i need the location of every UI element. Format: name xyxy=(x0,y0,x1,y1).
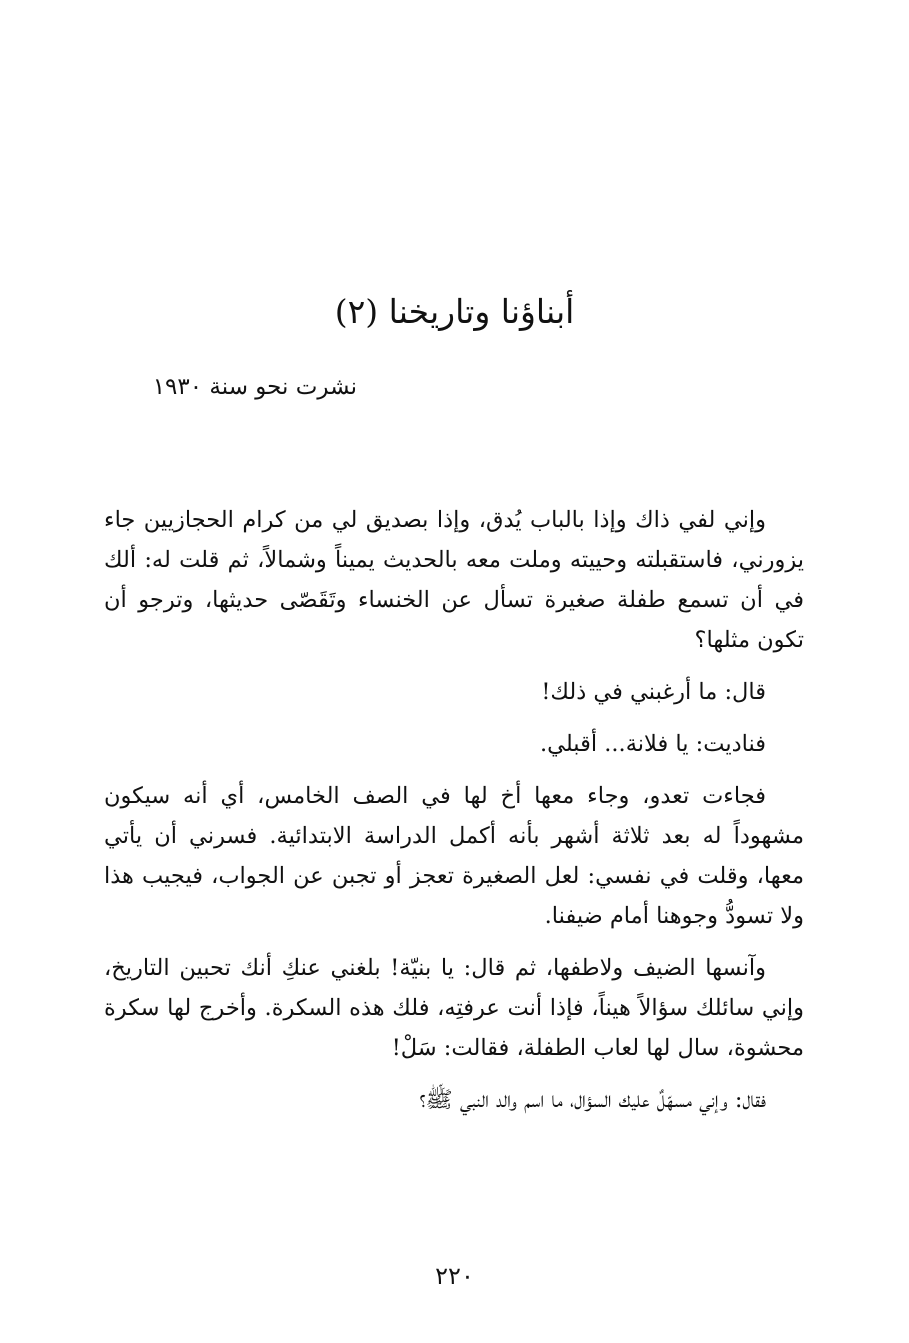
paragraph: فقال: وإني مسهّلٌ عليك السؤال، ما اسم والد النبي ﷺ؟ xyxy=(419,1087,766,1113)
chapter-title: أبناؤنا وتاريخنا (٢) xyxy=(334,292,575,331)
paragraph: قال: ما أرغبني في ذلك! xyxy=(541,679,766,705)
publication-note: نشرت نحو سنة ١٩٣٠ xyxy=(152,374,357,400)
page-number: ٢٢٠ xyxy=(435,1262,474,1290)
body-text xyxy=(104,500,804,1120)
paragraph: وآنسها الضيف ولاطفها، ثم قال: يا بنيّة! بلغني عنكِ أنك تحبين التاريخ، وإني سائلك سؤالاً هيناً، فإذا أنت عرفتِه، فلك هذه السكرة. وأخرج لها سكرة محشوة، سال لها لعاب الطفلة، فقالت: سَلْ! xyxy=(104,955,804,1061)
paragraph: فناديت: يا فلانة... أقبلي. xyxy=(539,731,766,757)
paragraph: وإني لفي ذاك وإذا بالباب يُدق، وإذا بصديق لي من كرام الحجازيين جاء يزورني، فاستقبلته وحييته وملت معه بالحديث يميناً وشمالاً، ثم قلت له: ألك في أن تسمع طفلة صغيرة تسأل عن الخنساء وتَقَصّى حديثها، وترجو أن تكون مثلها؟ xyxy=(104,507,804,653)
paragraph: فجاءت تعدو، وجاء معها أخ لها في الصف الخامس، أي أنه سيكون مشهوداً له بعد ثلاثة أشهر بأنه أكمل الدراسة الابتدائية. فسرني أن يأتي معها، وقلت في نفسي: لعل الصغيرة تعجز أو تجبن عن الجواب، فيجيب هذا ولا تسودُّ وجوهنا أمام ضيفنا. xyxy=(104,783,804,929)
